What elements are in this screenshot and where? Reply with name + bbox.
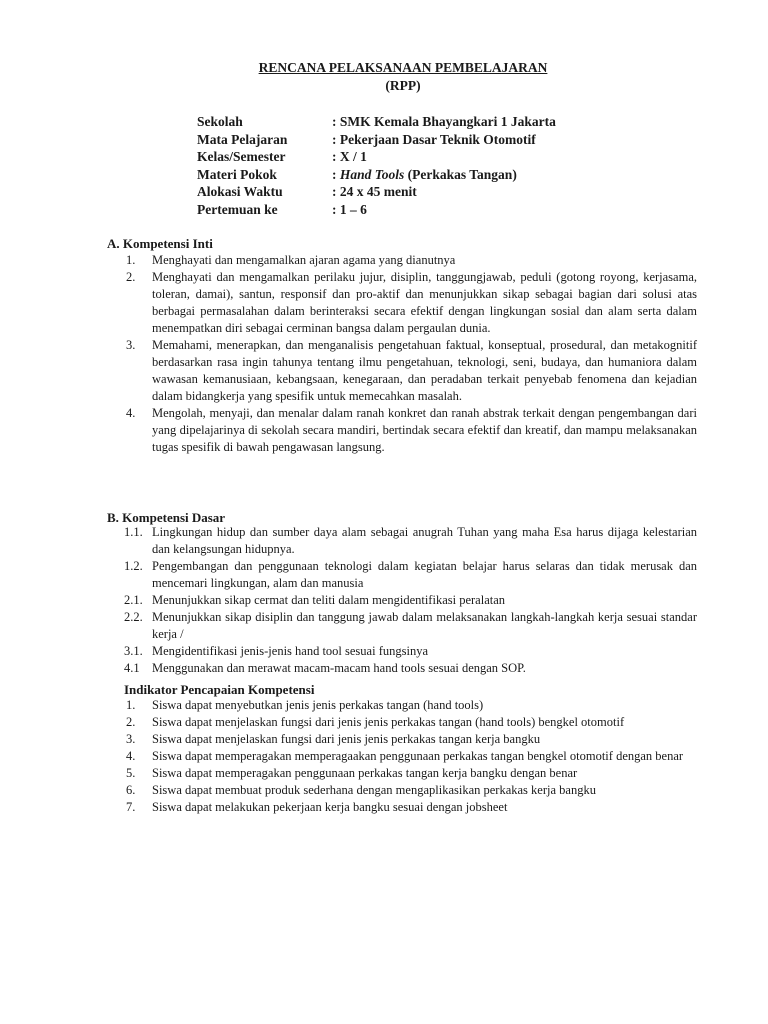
item-number: 2.: [126, 715, 136, 729]
info-value: [332, 166, 517, 184]
document-title: RENCANA PELAKSANAAN PEMBELAJARAN: [258, 60, 548, 75]
info-value: : 1 – 6: [332, 201, 367, 217]
list-item: [126, 405, 697, 456]
info-value: : Pekerjaan Dasar Teknik Otomotif: [332, 131, 536, 147]
item-text: Siswa dapat membuat produk sederhana dengan mengaplikasikan perkakas kerja bangku: [152, 783, 596, 797]
info-value-prefix: :: [332, 166, 340, 182]
item-text: Siswa dapat memperagakan penggunaan perkakas tangan kerja bangku dengan benar: [152, 766, 578, 780]
info-label: Alokasi Waktu: [197, 184, 283, 199]
list-item: [126, 714, 697, 731]
info-value: : X / 1: [332, 149, 367, 164]
item-number: 4.1: [124, 661, 140, 675]
list-item: [124, 660, 697, 677]
item-text: Memahami, menerapkan, dan menganalisis pengetahuan faktual, konseptual, prosedural, dan metakognitif berdasarkan rasa ingin tahunya tentang ilmu pengetahuan, teknologi, seni, budaya, dan humaniora dalam wawasan kemanusiaan, kebangsaan, kenegaraan, dan peradaban terkait penyebab fenomena dan kejadian dalam bidangkerja yang spesifik untuk memecahkan masalah.: [152, 338, 697, 403]
item-text: Mengidentifikasi jenis-jenis hand tool sesuai fungsinya: [152, 644, 428, 658]
item-text: Pengembangan dan penggunaan teknologi dalam kegiatan belajar harus selaras dan tidak merusak dan mencemari lingkungan, alam dan manusia: [152, 559, 697, 590]
item-number: 2.2.: [124, 610, 143, 624]
indikator-list: [126, 697, 697, 816]
item-number: 7.: [126, 800, 136, 814]
section-heading-indikator: Indikator Pencapaian Kompetensi: [124, 682, 315, 697]
info-value: : SMK Kemala Bhayangkari 1 Jakarta: [332, 114, 556, 129]
list-item: [126, 765, 697, 782]
item-number: 1.: [126, 253, 136, 267]
info-row-sekolah: [197, 113, 556, 131]
list-item: [126, 269, 697, 337]
section-heading-kompetensi-inti: A. Kompetensi Inti: [107, 236, 213, 251]
item-number: 1.: [126, 698, 136, 712]
item-number: 4.: [126, 406, 136, 420]
info-label: Materi Pokok: [197, 166, 277, 182]
info-row-alokasi-waktu: [197, 183, 556, 201]
item-number: 2.1.: [124, 593, 143, 607]
list-item: [126, 799, 697, 816]
info-value-suffix: (Perkakas Tangan): [404, 166, 517, 182]
document-subtitle: (RPP): [385, 78, 421, 93]
item-text: Mengolah, menyaji, dan menalar dalam ranah konkret dan ranah abstrak terkait dengan pengembangan dari yang dipelajarinya di sekolah secara mandiri, bertindak secara efektif dan kreatif, dan mampu melaksanakan tugas spesifik di bawah pengawasan langsung.: [152, 406, 697, 454]
info-label: Kelas/Semester: [197, 149, 286, 164]
info-label: Mata Pelajaran: [197, 131, 288, 147]
item-text: Lingkungan hidup dan sumber daya alam sebagai anugrah Tuhan yang maha Esa harus dijaga kelestarian dan kelangsungan hidupnya.: [152, 525, 697, 556]
info-label: Sekolah: [197, 114, 243, 129]
item-number: 3.1.: [124, 644, 143, 658]
item-number: 5.: [126, 766, 136, 780]
list-item: [126, 782, 697, 799]
item-text: Siswa dapat melakukan pekerjaan kerja bangku sesuai dengan jobsheet: [152, 800, 508, 814]
item-text: Siswa dapat menyebutkan jenis jenis perkakas tangan (hand tools): [152, 698, 484, 712]
info-row-kelas-semester: [197, 148, 556, 166]
item-number: 1.1.: [124, 525, 143, 539]
list-item: [124, 592, 697, 609]
info-row-pertemuan: [197, 201, 556, 219]
item-text: Menggunakan dan merawat macam-macam hand tools sesuai dengan SOP.: [152, 661, 526, 675]
identity-table: [197, 113, 556, 218]
kompetensi-inti-list: [126, 252, 697, 456]
info-row-materi-pokok: [197, 166, 556, 184]
list-item: [124, 524, 697, 558]
list-item: [124, 643, 697, 660]
item-text: Siswa dapat menjelaskan fungsi dari jenis jenis perkakas tangan kerja bangku: [152, 732, 541, 746]
item-number: 4.: [126, 749, 136, 763]
section-heading-kompetensi-dasar: B. Kompetensi Dasar: [107, 510, 226, 525]
info-label: Pertemuan ke: [197, 201, 278, 217]
item-text: Menunjukkan sikap disiplin dan tanggung jawab dalam melaksanakan langkah-langkah kerja sesuai standar kerja /: [152, 610, 697, 641]
list-item: [126, 697, 697, 714]
item-number: 1.2.: [124, 559, 143, 573]
item-number: 6.: [126, 783, 136, 797]
item-text: Siswa dapat menjelaskan fungsi dari jenis jenis perkakas tangan (hand tools) bengkel otomotif: [152, 715, 625, 729]
list-item: [124, 558, 697, 592]
list-item: [126, 748, 697, 765]
list-item: [124, 609, 697, 643]
item-text: Menunjukkan sikap cermat dan teliti dalam mengidentifikasi peralatan: [152, 593, 506, 607]
item-text: Siswa dapat memperagakan memperagaakan penggunaan perkakas tangan bengkel otomotif dengan benar: [152, 749, 684, 763]
item-text: Menghayati dan mengamalkan perilaku jujur, disiplin, tanggungjawab, peduli (gotong royong, kerjasama, toleran, damai), santun, responsif dan pro-aktif dan menunjukkan sikap sebagai bagian dari solusi atas berbagai permasalahan dalam berinteraksi secara efektif dengan lingkungan sosial dan alam serta dalam menempatkan diri sebagai cerminan bangsa dalam pergaulan dunia.: [152, 270, 697, 335]
item-number: 3.: [126, 732, 136, 746]
item-text: Menghayati dan mengamalkan ajaran agama yang dianutnya: [152, 253, 456, 267]
item-number: 2.: [126, 270, 136, 284]
kompetensi-dasar-list: [124, 524, 697, 677]
info-value-italic: Hand Tools: [339, 166, 405, 182]
list-item: [126, 252, 697, 269]
item-number: 3.: [126, 338, 136, 352]
info-row-mata-pelajaran: [197, 131, 556, 149]
info-value: : 24 x 45 menit: [332, 184, 417, 199]
list-item: [126, 337, 697, 405]
list-item: [126, 731, 697, 748]
